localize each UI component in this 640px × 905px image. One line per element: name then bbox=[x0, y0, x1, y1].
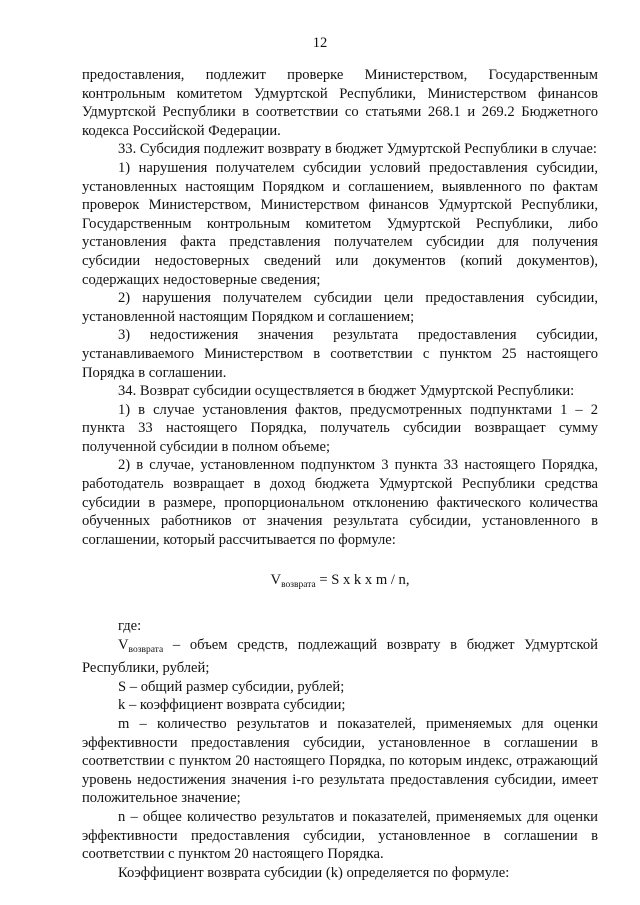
closing-line: Коэффициент возврата субсидии (k) определяется по формуле: bbox=[118, 864, 510, 881]
formula-subscript: возврата bbox=[281, 580, 316, 591]
formula-v: V bbox=[270, 572, 282, 589]
paragraph-continuation: предоставления, подлежит проверке Министерством, Государственным контрольным комитетом Удмуртской Республики, Министерством финансов Удмуртской Республики в соответствии со статьями 268.1 и 269.2 Бюджетного кодекса Российской Федерации. bbox=[82, 67, 598, 139]
formula-rhs: = S x k x m / n, bbox=[315, 572, 410, 589]
paragraph-34-1: 1) в случае установления фактов, предусмотренных подпунктами 1 – 2 пункта 33 настоящего Порядка, получатель субсидии возвращает сумму полученной субсидии в полном объеме; bbox=[82, 401, 598, 455]
definition-s: S – общий размер субсидии, рублей; bbox=[118, 678, 345, 695]
paragraph-33-3: 3) недостижения значения результата предоставления субсидии, устанавливаемого Министерством в соответствии с пунктом 25 настоящего Порядка в соглашении. bbox=[82, 327, 598, 381]
paragraph-33-2: 2) нарушения получателем субсидии цели предоставления субсидии, установленной настоящим Порядком и соглашением; bbox=[82, 290, 598, 325]
definition-n: n – общее количество результатов и показателей, применяемых для оценки эффективности предоставления субсидии, установленное в соглашении в соответствии с пунктом 20 настоящего Порядка. bbox=[82, 808, 598, 863]
page-number: 12 bbox=[312, 35, 328, 51]
paragraph-33-1: 1) нарушения получателем субсидии условий предоставления субсидии, установленных настоящим Порядком и соглашением, выявленного по фактам проверок Министерством, Министерством финансов Удмуртской Республики, Государственным контрольным комитетом Удмуртской Республики, либо установления факта представления получателем субсидии для получения субсидии недостоверных сведений или документов (копий документов), содержащих недостоверные сведения; bbox=[82, 159, 598, 288]
paragraph-33: 33. Субсидия подлежит возврату в бюджет Удмуртской Республики в случае: bbox=[118, 141, 597, 158]
definition-v-subscript: возврата bbox=[128, 644, 164, 655]
formula-return bbox=[82, 571, 598, 595]
definition-v-symbol: V bbox=[118, 636, 129, 653]
paragraph-34-2: 2) в случае, установленном подпунктом 3 пункта 33 настоящего Порядка, работодатель возвращает в доход бюджета Удмуртской Республики средства субсидии в размере, пропорциональном отклонению фактического количества обученных работников от значения результата субсидии, установленного в соглашении, который рассчитывается по формуле: bbox=[82, 457, 598, 548]
definition-v bbox=[82, 636, 598, 678]
definition-m: m – количество результатов и показателей, применяемых для оценки эффективности предоставления субсидии, установленное в соглашении в соответствии с пунктом 20 настоящего Порядка, по которым индекс, отражающий уровень недостижения значения i-го результата предоставления субсидии, имеет положительное значение; bbox=[82, 716, 598, 807]
definition-k: k – коэффициент возврата субсидии; bbox=[118, 697, 346, 714]
document-body bbox=[82, 66, 598, 882]
paragraph-34: 34. Возврат субсидии осуществляется в бюджет Удмуртской Республики: bbox=[118, 383, 575, 400]
definition-v-text: – объем средств, подлежащий возврату в бюджет Удмуртской Республики, рублей; bbox=[82, 636, 598, 677]
where-label: где: bbox=[118, 618, 142, 635]
